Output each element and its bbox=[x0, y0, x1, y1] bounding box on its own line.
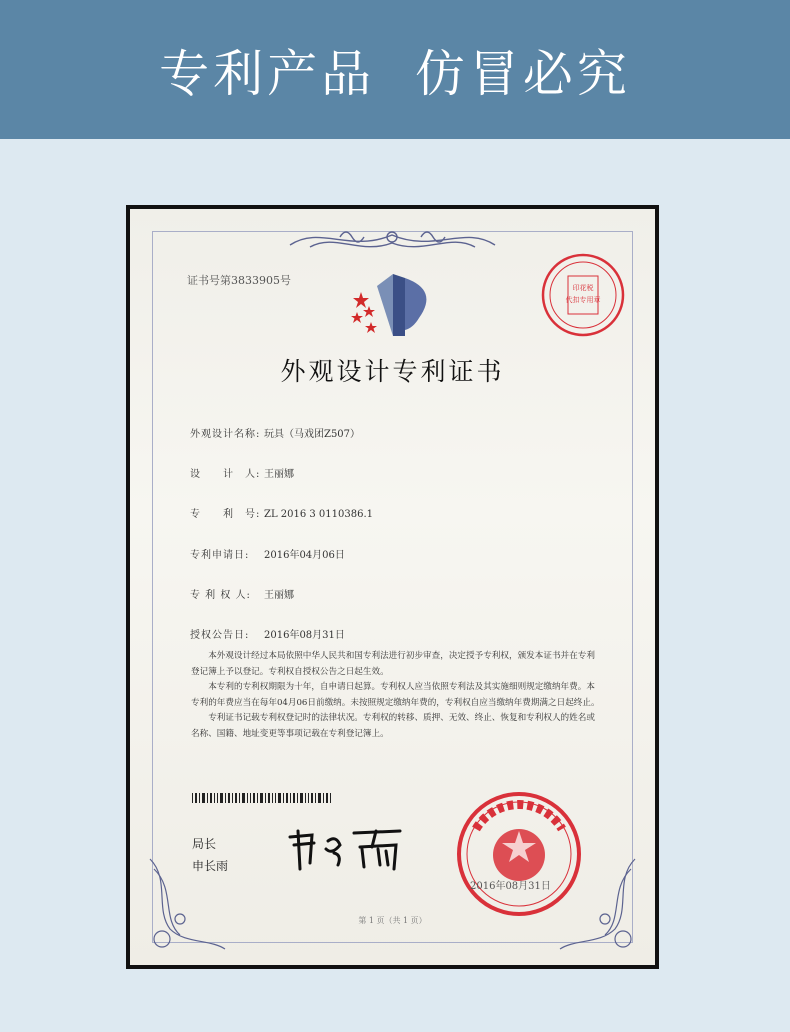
director-signature bbox=[282, 819, 412, 879]
field-patentee: 专 利 权 人: 王丽娜 bbox=[190, 590, 294, 601]
page-number: 第 1 页（共 1 页） bbox=[358, 916, 427, 925]
top-ornament bbox=[280, 223, 505, 257]
tax-seal bbox=[540, 252, 626, 338]
paragraph: 本外观设计经过本局依照中华人民共和国专利法进行初步审查，决定授予专利权，颁发本证书并在专利登记簿上予以登记。专利权自授权公告之日起生效。 bbox=[191, 651, 595, 677]
field-patent-number: 专 利 号: ZL 2016 3 0110386.1 bbox=[190, 509, 374, 520]
certificate-number: 证书号第3833905号 bbox=[187, 274, 291, 287]
field-designer: 设 计 人: 王丽娜 bbox=[190, 469, 294, 480]
field-grant-date: 授权公告日: 2016年08月31日 bbox=[190, 630, 345, 641]
director-name: 申长雨 bbox=[192, 859, 229, 873]
paragraph: 专利证书记载专利权登记时的法律状况。专利权的转移、质押、无效、终止、恢复和专利权人的姓名或名称、国籍、地址变更等事项记载在专利登记簿上。 bbox=[191, 713, 595, 739]
certificate-title: 外观设计专利证书 bbox=[280, 357, 505, 386]
banner-slogan: 专利产品 仿冒必究 bbox=[159, 44, 631, 103]
top-banner bbox=[0, 0, 790, 139]
director-block bbox=[192, 833, 228, 877]
director-title: 局长 bbox=[192, 837, 217, 851]
certificate bbox=[130, 209, 655, 965]
certificate-body-text bbox=[191, 649, 601, 742]
field-application-date: 专利申请日: 2016年04月06日 bbox=[190, 550, 345, 561]
svg-text:印花税: 印花税 bbox=[572, 284, 594, 292]
svg-text:代扣专用章: 代扣专用章 bbox=[565, 296, 601, 304]
sipo-logo bbox=[349, 272, 439, 344]
barcode bbox=[192, 793, 332, 803]
paragraph: 本专利的专利权期限为十年，自申请日起算。专利权人应当依照专利法及其实施细则规定缴纳年费。本专利的年费应当在每年04月06日前缴纳。未按照规定缴纳年费的，专利权自应当缴纳年费期满之日起终止。 bbox=[191, 682, 600, 708]
certificate-frame bbox=[126, 205, 659, 969]
field-design-name: 外观设计名称: 玩具（马戏团Z507） bbox=[190, 429, 361, 440]
seal-date: 2016年08月31日 bbox=[470, 881, 551, 892]
sipo-official-seal bbox=[454, 789, 584, 919]
